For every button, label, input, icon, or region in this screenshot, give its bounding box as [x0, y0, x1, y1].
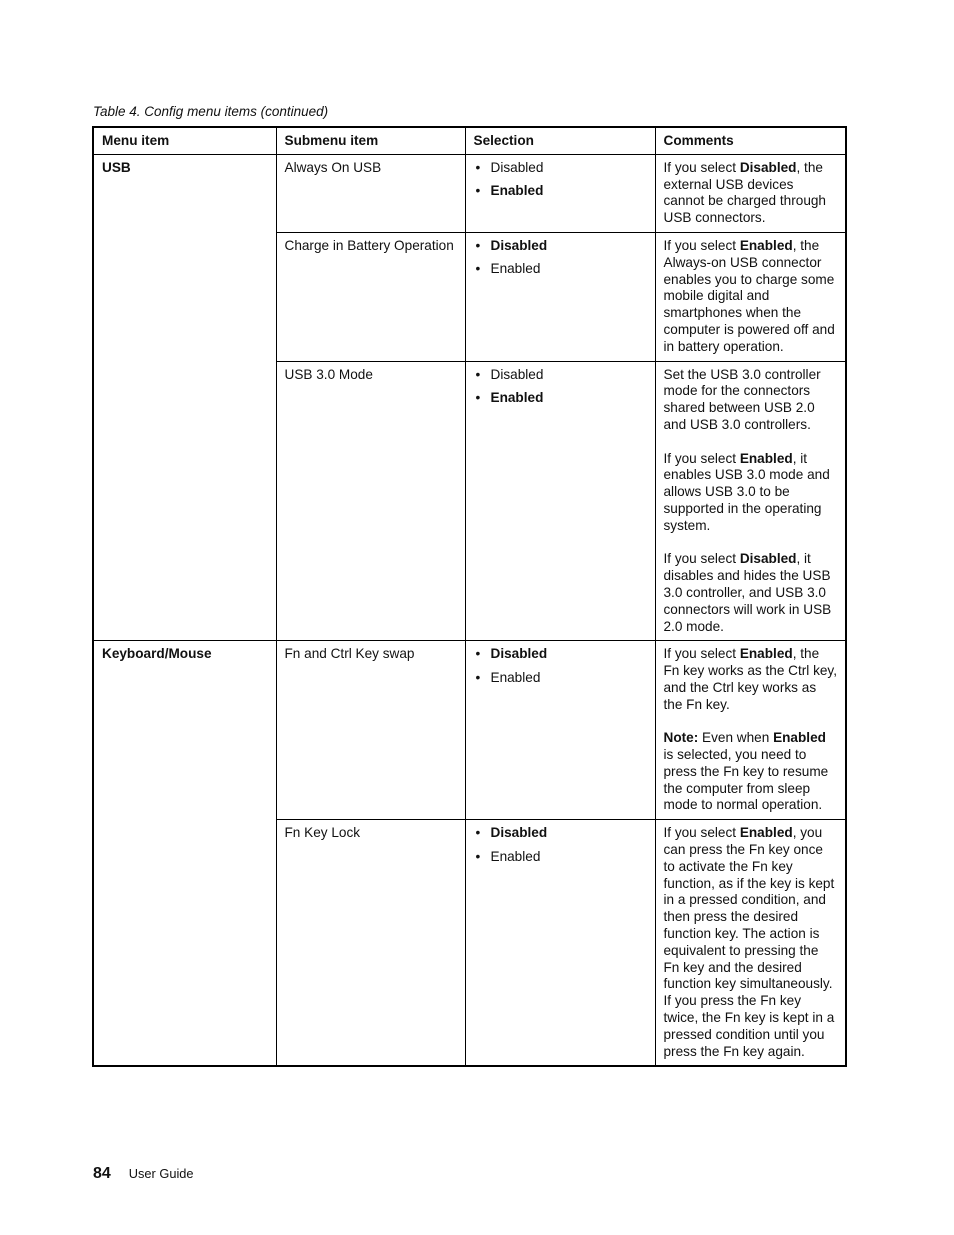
comment-text: If you select [663, 237, 740, 253]
bullet-icon: • [475, 366, 481, 382]
bullet-icon: • [475, 389, 481, 405]
selection-option [474, 825, 648, 842]
comment-paragraph [664, 825, 839, 1060]
selection-cell [465, 641, 655, 820]
comment-text: , you can press the Fn key once to activate the Fn key function, as if the key is kept in a pressed condition, and then press the desired function key. The action is equivalent to pressing the Fn key and the desired function key simultaneously. If you press the Fn key twice, the Fn key is kept in a pressed condition until you press the Fn key again. [663, 825, 835, 1059]
selection-option [474, 160, 648, 177]
comment-text: If you select [663, 646, 740, 662]
menu-item-cell: Keyboard/Mouse [93, 641, 276, 1067]
selection-list [474, 160, 648, 200]
page-number: 84 [93, 1165, 111, 1182]
selection-option-label: Enabled [490, 261, 541, 277]
selection-cell [465, 154, 655, 232]
selection-option [474, 183, 648, 200]
comment-emphasis: Note: [663, 730, 699, 746]
comment-text: , the Fn key works as the Ctrl key, and the Ctrl key works as the Fn key. [663, 646, 837, 712]
comment-paragraph [664, 160, 839, 227]
comments-cell [655, 232, 846, 361]
comment-emphasis: Enabled [739, 825, 793, 841]
selection-option-label: Enabled [490, 848, 541, 864]
bullet-icon: • [475, 183, 481, 199]
selection-option-label: Disabled [490, 159, 544, 175]
comment-text: , the Always-on USB connector enables you to charge some mobile digital and smartphones when the computer is powered off and in battery operation. [663, 237, 835, 354]
selection-cell [465, 820, 655, 1067]
comment-emphasis: Enabled [773, 730, 826, 746]
selection-option-label: Enabled [490, 183, 544, 199]
comment-paragraph [664, 451, 839, 535]
submenu-item-cell: Fn and Ctrl Key swap [276, 641, 465, 820]
comment-text: , it enables USB 3.0 mode and allows USB 3.0 to be supported in the operating system. [663, 450, 830, 533]
comment-text: If you select [663, 450, 740, 466]
selection-cell [465, 361, 655, 641]
comments-cell [655, 820, 846, 1067]
selection-list [474, 825, 648, 865]
selection-option-label: Disabled [490, 825, 548, 841]
comment-text: is selected, you need to press the Fn key to resume the computer from sleep mode to normal operation. [663, 747, 829, 813]
table-row [93, 641, 846, 820]
comment-text: If you select [663, 825, 740, 841]
table-header-row [93, 127, 846, 154]
comments-cell [655, 641, 846, 820]
selection-cell [465, 232, 655, 361]
comment-text: , the external USB devices cannot be charged through USB connectors. [663, 159, 826, 226]
footer-label: User Guide [128, 1166, 194, 1181]
comment-paragraph [664, 551, 839, 635]
comment-text: If you select [663, 551, 740, 567]
bullet-icon: • [475, 848, 481, 864]
menu-item-cell: USB [93, 154, 276, 641]
selection-option [474, 367, 648, 384]
selection-list [474, 646, 648, 686]
comment-paragraph [664, 367, 839, 434]
bullet-icon: • [475, 825, 481, 841]
header-submenu-item: Submenu item [276, 127, 465, 154]
comments-cell [655, 361, 846, 641]
selection-option [474, 646, 648, 663]
header-menu-item: Menu item [93, 127, 276, 154]
comment-emphasis: Disabled [739, 159, 797, 175]
comment-paragraph [664, 646, 839, 713]
comment-emphasis: Enabled [739, 237, 793, 253]
selection-option [474, 261, 648, 278]
comments-cell [655, 154, 846, 232]
table-row [93, 154, 846, 232]
comment-paragraph [664, 238, 839, 356]
selection-option [474, 390, 648, 407]
selection-list [474, 238, 648, 278]
page-footer [93, 1165, 194, 1183]
submenu-item-cell: Always On USB [276, 154, 465, 232]
comment-text: If you select [663, 159, 740, 175]
selection-option-label: Enabled [490, 669, 541, 685]
config-menu-table [92, 126, 847, 1067]
comment-text: , it disables and hides the USB 3.0 controller, and USB 3.0 connectors will work in USB 2.0 mode. [663, 551, 832, 634]
bullet-icon: • [475, 646, 481, 662]
comment-text: Set the USB 3.0 controller mode for the connectors shared between USB 2.0 and USB 3.0 controllers. [663, 366, 821, 432]
comment-emphasis: Disabled [739, 551, 797, 567]
submenu-item-cell: Charge in Battery Operation [276, 232, 465, 361]
comment-text: Even when [698, 730, 774, 746]
bullet-icon: • [475, 159, 481, 175]
comment-emphasis: Enabled [739, 646, 793, 662]
submenu-item-cell: Fn Key Lock [276, 820, 465, 1067]
selection-option-label: Disabled [490, 646, 548, 662]
selection-option [474, 670, 648, 687]
selection-option-label: Disabled [490, 366, 544, 382]
selection-option [474, 849, 648, 866]
submenu-item-cell: USB 3.0 Mode [276, 361, 465, 641]
bullet-icon: • [475, 237, 481, 253]
comment-emphasis: Enabled [739, 450, 793, 466]
comment-paragraph [664, 730, 839, 814]
header-selection: Selection [465, 127, 655, 154]
selection-option-label: Enabled [490, 389, 544, 405]
bullet-icon: • [475, 261, 481, 277]
bullet-icon: • [475, 669, 481, 685]
table-body [93, 154, 846, 1066]
selection-option-label: Disabled [490, 237, 548, 253]
table-caption: Table 4. Config menu items (continued) [93, 104, 329, 119]
selection-list [474, 367, 648, 407]
selection-option [474, 238, 648, 255]
header-comments: Comments [655, 127, 846, 154]
